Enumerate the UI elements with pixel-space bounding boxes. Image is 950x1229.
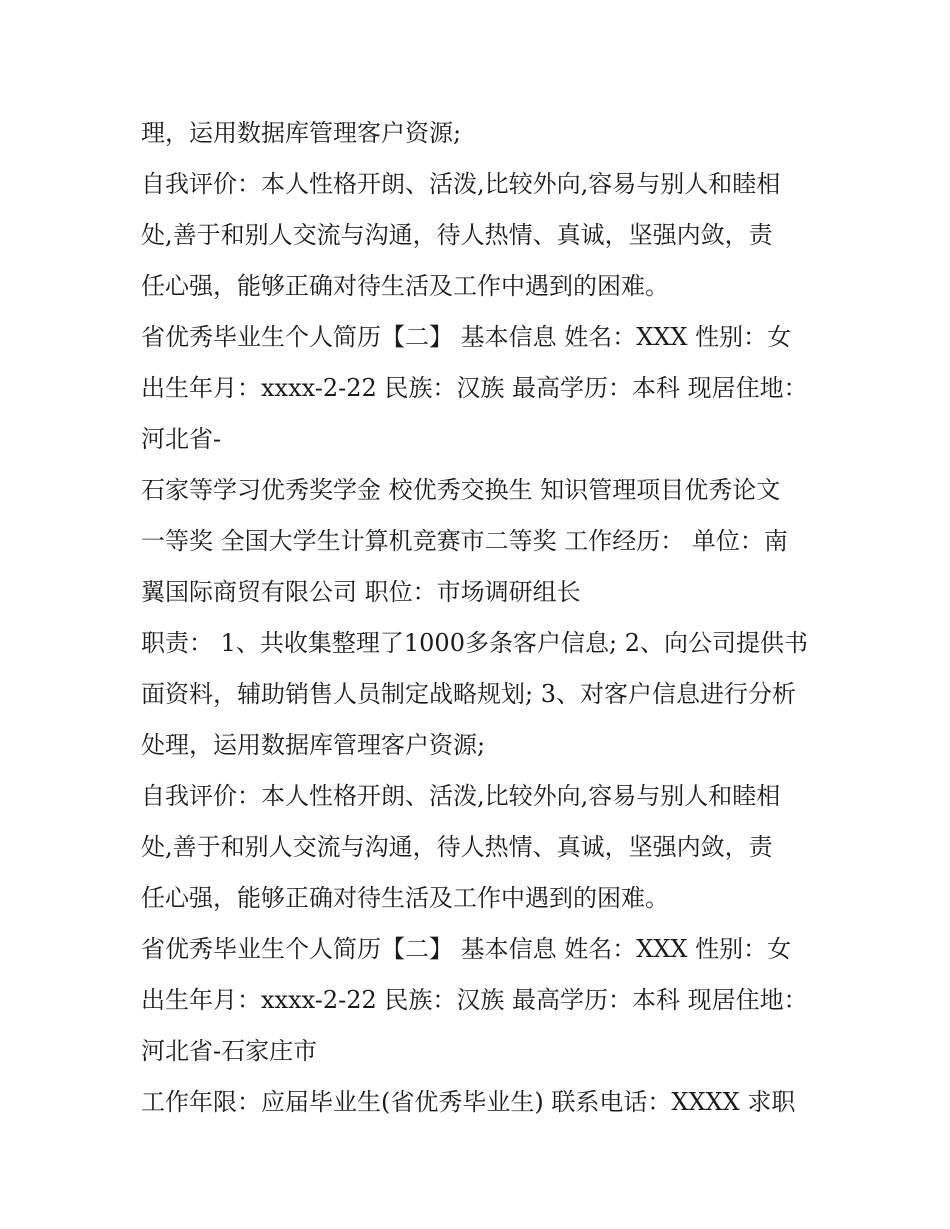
text-line: 职责： 1、共收集整理了1000多条客户信息; 2、向公司提供书 [141, 629, 808, 657]
text-line: 面资料，辅助销售人员制定战略规划; 3、对客户信息进行分析 [141, 680, 796, 708]
text-line: 石家等学习优秀奖学金 校优秀交换生 知识管理项目优秀论文 [141, 476, 781, 504]
text-line: 出生年月：xxxx-2-22 民族：汉族 最高学历：本科 现居住地： [141, 374, 808, 402]
text-line: 理，运用数据库管理客户资源; [141, 119, 462, 147]
text-line: 任心强，能够正确对待生活及工作中遇到的困难。 [141, 884, 669, 912]
text-line: 自我评价：本人性格开朗、活泼,比较外向,容易与别人和睦相 [141, 782, 781, 810]
text-line: 河北省-石家庄市 [141, 1037, 318, 1065]
text-line: 自我评价：本人性格开朗、活泼,比较外向,容易与别人和睦相 [141, 170, 781, 198]
text-line: 翼国际商贸有限公司 职位：市场调研组长 [141, 578, 581, 606]
text-line: 出生年月：xxxx-2-22 民族：汉族 最高学历：本科 现居住地： [141, 986, 808, 1014]
text-line: 处,善于和别人交流与沟通，待人热情、真诚，坚强内敛，责 [141, 833, 773, 861]
text-line: 省优秀毕业生个人简历【二】 基本信息 姓名：XXX 性别：女 [141, 935, 792, 963]
text-line: 省优秀毕业生个人简历【二】 基本信息 姓名：XXX 性别：女 [141, 323, 792, 351]
text-line: 处,善于和别人交流与沟通，待人热情、真诚，坚强内敛，责 [141, 221, 773, 249]
text-line: 河北省- [141, 425, 222, 453]
text-line: 任心强，能够正确对待生活及工作中遇到的困难。 [141, 272, 669, 300]
text-line: 工作年限：应届毕业生(省优秀毕业生) 联系电话：XXXX 求职 [141, 1088, 796, 1116]
text-line: 处理，运用数据库管理客户资源; [141, 731, 486, 759]
text-line: 一等奖 全国大学生计算机竞赛市二等奖 工作经历： 单位：南 [141, 527, 788, 555]
document-body [141, 108, 821, 1128]
